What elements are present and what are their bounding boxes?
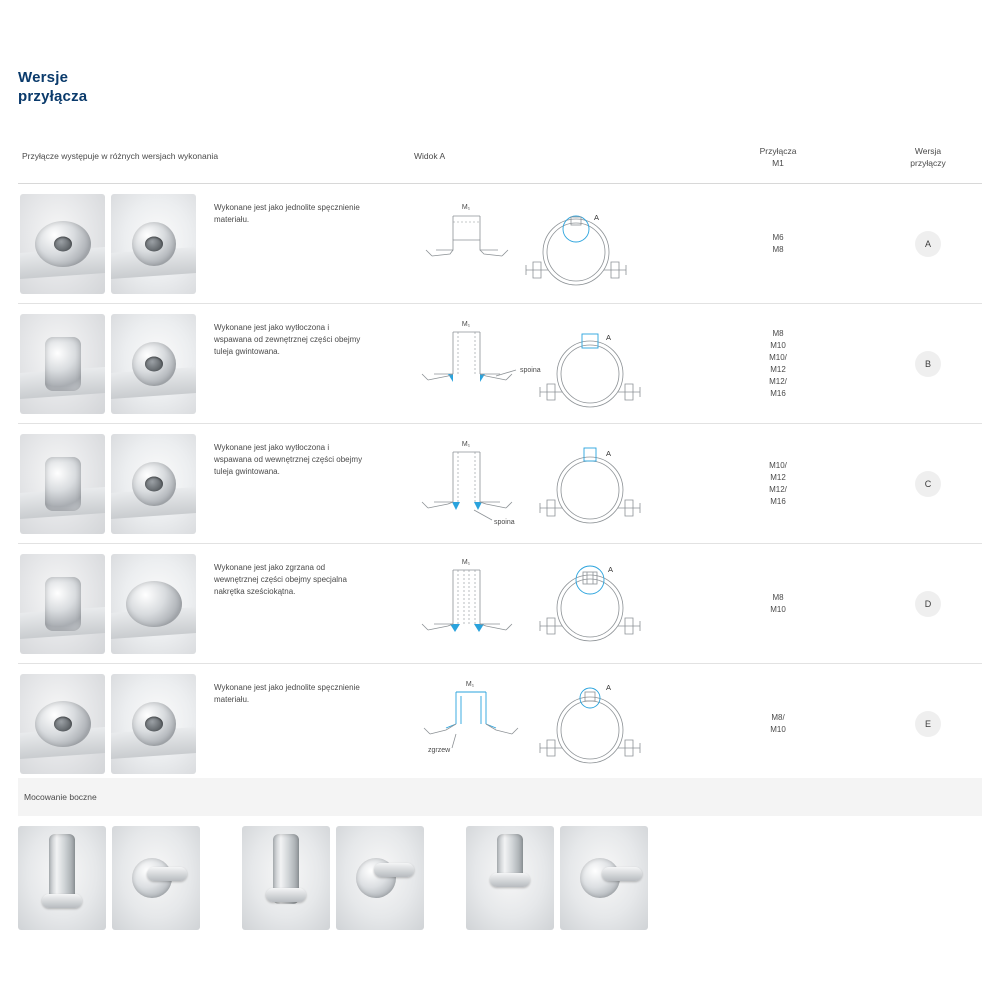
row-m1-values	[718, 544, 838, 663]
side-mount-heading-band	[18, 778, 982, 816]
row-drawing	[408, 672, 678, 776]
product-photo	[20, 554, 105, 654]
side-mount-pair	[242, 826, 424, 936]
side-mount-photo	[336, 826, 424, 930]
drawing-label-a: A	[606, 333, 612, 342]
side-mount-heading: Mocowanie boczne	[24, 792, 97, 802]
drawing-label-weld: spoina	[494, 519, 515, 526]
header-m1-line1: Przyłącza	[759, 146, 797, 156]
header-version-line2: przyłączy	[910, 158, 946, 168]
header-description: Przyłącze występuje w różnych wersjach wykonania	[22, 151, 219, 161]
drawing-label-a: A	[594, 213, 600, 222]
drawing-label-a: A	[606, 683, 612, 692]
table-row	[18, 544, 982, 664]
m1-value: M16	[770, 388, 786, 398]
drawing-label-a: A	[606, 449, 612, 458]
version-badge: A	[915, 231, 941, 257]
side-mount-photo	[242, 826, 330, 930]
table-row	[18, 424, 982, 544]
row-drawing	[408, 432, 678, 536]
row-version	[878, 184, 978, 303]
m1-value: M6	[772, 232, 784, 242]
side-mount-pair	[18, 826, 200, 936]
row-description: Wykonane jest jako zgrzana od wewnętrznej części obejmy specjalna nakrętka sześciokątna.	[214, 563, 347, 596]
product-photo	[20, 314, 105, 414]
m1-value: M8/	[771, 712, 785, 722]
version-badge: C	[915, 471, 941, 497]
side-mount-photos	[18, 826, 982, 936]
table-row	[18, 304, 982, 424]
row-drawing	[408, 192, 678, 296]
product-photo	[111, 554, 196, 654]
side-mount-photo	[466, 826, 554, 930]
row-photos	[20, 194, 196, 294]
row-photos	[20, 434, 196, 534]
drawing-label-m1: M₁	[461, 204, 471, 211]
version-badge: B	[915, 351, 941, 377]
row-m1-values	[718, 184, 838, 303]
page-title-line1: Wersje	[18, 69, 69, 86]
product-photo	[111, 194, 196, 294]
row-drawing	[408, 552, 678, 656]
version-badge: E	[915, 711, 941, 737]
m1-value: M12/	[769, 484, 787, 494]
m1-value: M12	[770, 364, 786, 374]
header-m1-line2: M1	[772, 158, 784, 168]
m1-value: M10	[770, 340, 786, 350]
m1-value: M10/	[769, 460, 787, 470]
row-description: Wykonane jest jako wytłoczona i wspawana od zewnętrznej części obejmy tuleja gwintowana.	[214, 323, 361, 356]
product-photo	[111, 434, 196, 534]
m1-value: M12	[770, 472, 786, 482]
row-description: Wykonane jest jako wytłoczona i wspawana od wewnętrznej części obejmy tuleja gwintowana.	[214, 443, 363, 476]
page-title	[18, 68, 87, 106]
m1-value: M10	[770, 604, 786, 614]
drawing-label-weld: spoina	[520, 367, 541, 374]
m1-value: M8	[772, 328, 784, 338]
drawing-label-m1: M₁	[465, 681, 475, 688]
drawing-label-m1: M₁	[461, 559, 471, 566]
side-mount-photo	[18, 826, 106, 930]
product-photo	[111, 314, 196, 414]
row-m1-values	[718, 424, 838, 543]
m1-value: M8	[772, 592, 784, 602]
row-version	[878, 304, 978, 423]
row-drawing	[408, 312, 678, 416]
m1-value: M12/	[769, 376, 787, 386]
row-version	[878, 424, 978, 543]
drawing-label-m1: M₁	[461, 321, 471, 328]
product-photo	[111, 674, 196, 774]
drawing-label-m1: M₁	[461, 441, 471, 448]
side-mount-photo	[112, 826, 200, 930]
row-description: Wykonane jest jako jednolite spęcznienie materiału.	[214, 683, 360, 704]
versions-table	[18, 136, 982, 784]
product-photo	[20, 434, 105, 534]
row-version	[878, 544, 978, 663]
drawing-label-a: A	[608, 565, 614, 574]
row-description: Wykonane jest jako jednolite spęcznienie materiału.	[214, 203, 360, 224]
m1-value: M10/	[769, 352, 787, 362]
side-mount-pair	[466, 826, 648, 936]
table-header	[18, 136, 982, 184]
product-photo	[20, 674, 105, 774]
header-view: Widok A	[414, 151, 446, 161]
version-badge: D	[915, 591, 941, 617]
product-photo	[20, 194, 105, 294]
row-photos	[20, 674, 196, 774]
row-photos	[20, 314, 196, 414]
table-row	[18, 664, 982, 784]
header-m1	[718, 145, 838, 169]
row-m1-values	[718, 304, 838, 423]
drawing-label-weld: zgrzew	[428, 747, 451, 754]
header-version-line1: Wersja	[914, 146, 942, 156]
row-photos	[20, 554, 196, 654]
row-m1-values	[718, 664, 838, 783]
table-row	[18, 184, 982, 304]
page-title-line2: przyłącza	[18, 88, 88, 105]
m1-value: M8	[772, 244, 784, 254]
m1-value: M16	[770, 496, 786, 506]
header-version	[878, 145, 978, 169]
m1-value: M10	[770, 724, 786, 734]
row-version	[878, 664, 978, 783]
side-mount-photo	[560, 826, 648, 930]
